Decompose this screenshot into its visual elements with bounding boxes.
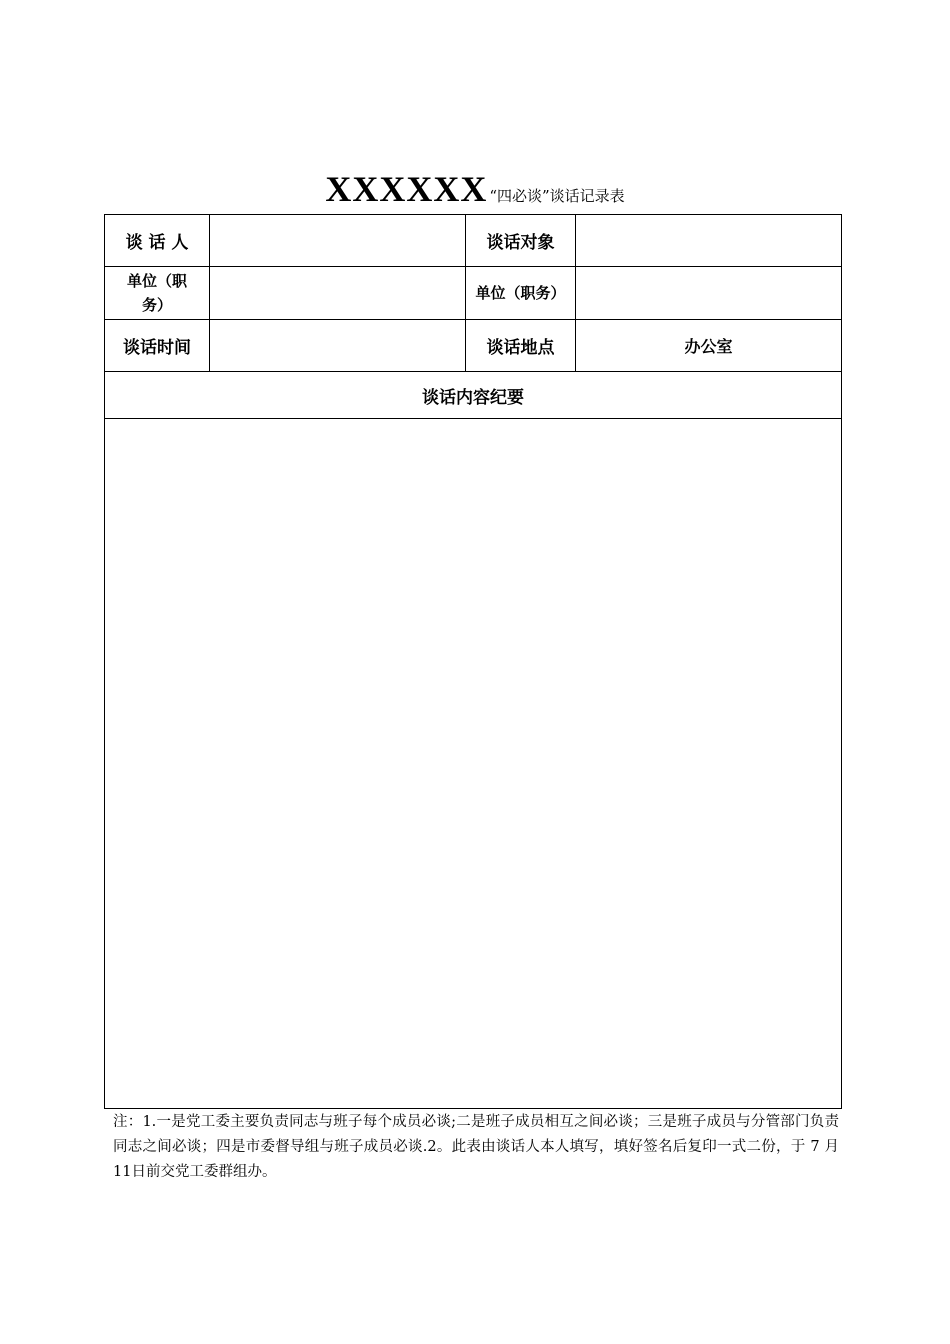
footnote: 注：1.一是党工委主要负责同志与班子每个成员必谈;二是班子成员相互之间必谈；三是班子成员与分管部门负责同志之间必谈；四是市委督导组与班子成员必谈.2。此表由谈话人本人填写，填好签名后复印一式二份，于 7 月11日前交党工委群组办。 xyxy=(113,1114,839,1180)
label-time: 谈话时间 xyxy=(105,320,210,372)
field-time[interactable] xyxy=(210,320,466,372)
table-row-unit xyxy=(105,267,842,320)
field-interviewee[interactable] xyxy=(576,215,842,267)
section-heading: 谈话内容纪要 xyxy=(105,372,842,419)
field-speaker-unit[interactable] xyxy=(210,267,466,320)
field-place[interactable]: 办公室 xyxy=(576,320,842,372)
title-main: XXXXXX xyxy=(325,169,488,209)
table-row-content xyxy=(105,419,842,1109)
content-area[interactable] xyxy=(105,419,842,1109)
table-row-speaker xyxy=(105,215,842,267)
label-speaker: 谈 话 人 xyxy=(105,215,210,267)
title-suffix: “四必谈”谈话记录表 xyxy=(489,187,625,205)
interview-record-table xyxy=(104,214,842,1109)
label-interviewee-unit: 单位（职务） xyxy=(466,267,576,320)
table-row-section-heading xyxy=(105,372,842,419)
label-speaker-unit: 单位（职务） xyxy=(105,267,210,320)
form-title xyxy=(0,168,950,210)
label-place: 谈话地点 xyxy=(466,320,576,372)
field-speaker[interactable] xyxy=(210,215,466,267)
table-row-time-place xyxy=(105,320,842,372)
field-interviewee-unit[interactable] xyxy=(576,267,842,320)
label-interviewee: 谈话对象 xyxy=(466,215,576,267)
